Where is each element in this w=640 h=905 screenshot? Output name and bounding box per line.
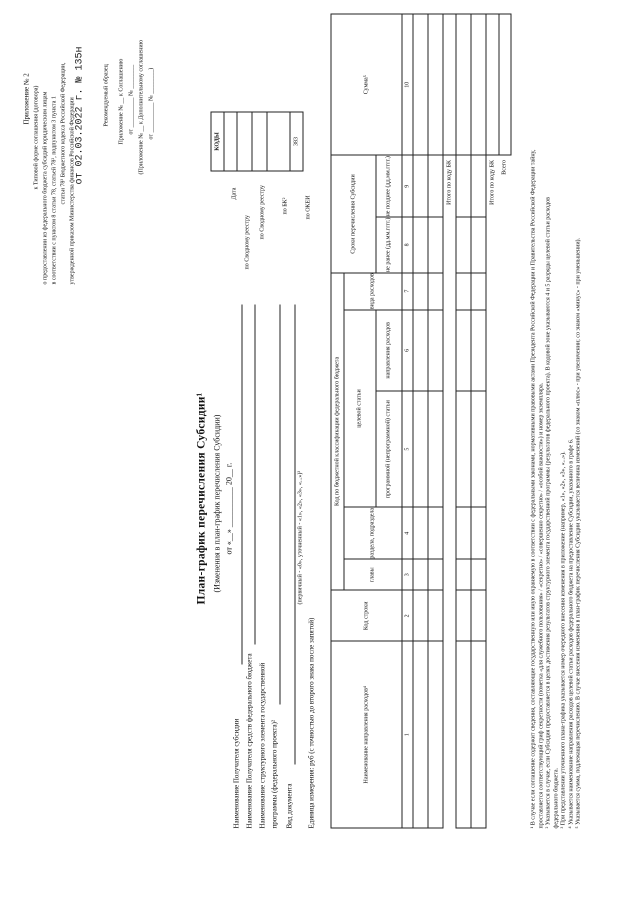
table-row-cell <box>471 310 486 391</box>
table-row-cell <box>428 217 443 273</box>
codes-header: КОДЫ <box>211 112 224 171</box>
table-row-cell <box>456 217 471 273</box>
col-direction-name: Наименование направления расходов⁴ <box>331 641 402 828</box>
col-razdel: раздела, подраздела <box>344 507 402 559</box>
field-structural-element: Наименование структурного элемента государственной <box>258 662 267 829</box>
field-budget-recipient: Наименование Получателя средств федерального бюджета <box>245 653 254 829</box>
annex-to-agreement: Приложение № __ к Соглашению <box>118 58 125 145</box>
table-row-cell <box>456 641 471 828</box>
table-row-cell <box>428 559 443 590</box>
table-row-cell <box>471 641 486 828</box>
table-row-cell <box>413 391 428 507</box>
code-cell-bk <box>267 112 290 171</box>
colnum-6: 6 <box>402 310 413 391</box>
col-glava: главы <box>344 559 402 590</box>
colnum-10: 10 <box>402 14 413 156</box>
schedule-table <box>331 14 512 829</box>
colnum-5: 5 <box>402 391 413 507</box>
doc-type-hint: (первичный - «0», уточненный - «1», «2», «3», «...»)³ <box>297 470 304 605</box>
grand-total-label: Всего <box>499 156 511 829</box>
code-cell-okei: 383 <box>290 112 303 171</box>
table-row-cell <box>428 641 443 828</box>
grand-total-value <box>499 14 511 156</box>
footnote-2: ² Указывается в случае, если Субсидия предоставляется в целях достижения результатов структурного элемента государственной программы (результатов федерального проекта). В кодовой зоне указываются 4 и 5 разряды целевой статьи расходов <box>545 197 552 829</box>
table-row-cell <box>456 391 471 507</box>
table-row <box>413 14 428 828</box>
total-kbk-label-2: Итого по коду БК <box>486 156 499 829</box>
table-row-cell <box>413 273 428 310</box>
col-target: целевой статьи <box>344 310 376 508</box>
table-row-cell <box>428 391 443 507</box>
colnum-9: 9 <box>402 156 413 218</box>
table-row-cell <box>428 310 443 391</box>
handwritten-date-stamp: от 02.03.2022 г. № 135н <box>74 46 86 185</box>
footnote-2-cont: федерального бюджета. <box>553 767 559 829</box>
table-row <box>471 14 486 828</box>
col-program: программной (непрограммной) статьи <box>376 391 402 507</box>
table-row-cell <box>471 156 486 218</box>
table-row-cell <box>456 590 471 641</box>
annex-date-number: от __________ № ________ <box>128 64 135 135</box>
field-doc-type: Вид документа <box>285 783 294 829</box>
col-line-code: Код строки <box>331 590 402 641</box>
total-kbk-row <box>443 14 456 828</box>
table-row-cell <box>471 14 486 156</box>
table-row-cell <box>471 273 486 310</box>
colnum-8: 8 <box>402 217 413 273</box>
table-row-cell <box>413 217 428 273</box>
table-row-cell <box>456 273 471 310</box>
total-kbk-value <box>443 14 456 156</box>
table-row-cell <box>471 391 486 507</box>
table-row-cell <box>413 14 428 156</box>
code-cell-registry-1 <box>237 112 252 171</box>
table-row-cell <box>413 590 428 641</box>
table-row-cell <box>471 590 486 641</box>
table-row-cell <box>413 559 428 590</box>
table-row <box>456 14 471 828</box>
header-line-4: статьи 78³ Бюджетного кодекса Российской Федерации, <box>60 62 67 205</box>
field-recipient: Наименование Получателя субсидии <box>232 718 241 829</box>
field-program: программы (федерального проекта)² <box>270 719 279 829</box>
field-recipient-line <box>242 305 243 665</box>
rotated-document-page <box>1 0 640 905</box>
table-row-cell <box>456 14 471 156</box>
code-label-okei: по ОКЕИ <box>305 195 312 220</box>
table-row-cell <box>428 507 443 559</box>
code-label-date: Дата <box>231 187 238 200</box>
colnum-4: 4 <box>402 507 413 559</box>
header-line-5: утвержденной приказом Министерства финансов Российской Федерации <box>69 97 76 285</box>
col-kbk: Код по бюджетной классификации федерального бюджета <box>331 273 344 591</box>
code-cell-registry-2 <box>252 112 267 171</box>
page-subtitle: (Изменения в план-график перечисления Субсидии) <box>212 414 222 593</box>
footnote-5: ⁵ Указывается сумма, подлежащая перечислению. В случае внесения изменения в план-график перечисления Субсидии указывается величина изменений (со знаком «плюс» - при увеличении; со знаком «минус» - при уменьшении). <box>575 237 582 829</box>
page-title: План-график перечисления Субсидии¹ <box>195 392 208 605</box>
colnum-7: 7 <box>402 273 413 310</box>
colnum-2: 2 <box>402 590 413 641</box>
field-program-line <box>280 305 281 705</box>
total-kbk-label: Итого по коду БК <box>443 156 456 829</box>
grand-total-row <box>499 14 511 828</box>
table-row-cell <box>428 273 443 310</box>
table-row-cell <box>456 507 471 559</box>
footnotes <box>531 14 584 829</box>
col-not-earlier: не ранее (дд.мм.гггг.) <box>376 217 402 273</box>
col-transfer-dates: Сроки перечисления Субсидии <box>331 156 376 273</box>
title-date: от «__» __________ 20__ г. <box>224 462 234 555</box>
table-row-cell <box>428 156 443 218</box>
table-row-cell <box>428 590 443 641</box>
field-budget-recipient-line <box>255 305 256 645</box>
table-row-cell <box>471 217 486 273</box>
colnum-1: 1 <box>402 641 413 828</box>
footnote-1: ¹ В случае если соглашение содержит сведения, составляющие государственную или иную охраняемую в соответствии с федеральными законами, нормативными правовыми актами Президента Российской Федерации и Правительства Российской Федерации тайну, <box>530 149 537 829</box>
table-row-cell <box>471 559 486 590</box>
col-not-later: не позднее (дд.мм.гггг.) <box>376 156 402 218</box>
units-label: Единица измерения: руб (с точностью до второго знака после запятой) <box>307 617 316 829</box>
table-row <box>428 14 443 828</box>
code-cell-date <box>224 112 237 171</box>
footnote-4: ⁴ Указывается наименование направления расходов целевой статьи расходов федерального бюджета на предоставление Субсидии, указанного в графе 6. <box>568 438 574 829</box>
table-row-cell <box>413 507 428 559</box>
table-row-cell <box>471 507 486 559</box>
table-row-cell <box>413 641 428 828</box>
table-row-cell <box>456 156 471 218</box>
header-line-2: о предоставлении из федерального бюджета субсидий юридическим лицам <box>42 91 49 285</box>
footnote-1-cont: проставляется соответствующий гриф секретности (пометка «для служебного пользования» / «секретно» / «совершенно секретно» / «особой важности») и номер экземпляра. <box>538 382 544 829</box>
codes-table <box>211 112 304 172</box>
recommended-sample: Рекомендуемый образец <box>103 64 110 127</box>
table-row-cell <box>428 14 443 156</box>
total-kbk-row-2 <box>486 14 499 828</box>
header-line-3: в соответствии с пунктом 8 статьи 78, статьей 78², подпунктом 3 пункта 1 <box>51 96 58 285</box>
column-numbers-row <box>402 14 413 828</box>
footnote-3: ³ При представлении уточненного плана-графика указывается номер очередного внесения изменения в приложение (например, «1», «2», «3», «...»). <box>560 451 567 829</box>
table-row-cell <box>413 156 428 218</box>
appendix-number: Приложение № 2 <box>22 73 31 125</box>
col-sum: Сумма⁵ <box>331 14 402 156</box>
annex-additional-date: от __________ № ________) <box>148 67 155 140</box>
annex-additional: (Приложение № __ к Дополнительному соглашению <box>138 39 145 175</box>
colnum-3: 3 <box>402 559 413 590</box>
code-label-registry-2: по Сводному реестру <box>259 184 266 240</box>
col-vid: вида расходов <box>344 273 402 310</box>
table-row-cell <box>456 559 471 590</box>
code-label-bk: по БК² <box>282 197 289 215</box>
table-row-cell <box>456 310 471 391</box>
table-row-cell <box>413 310 428 391</box>
col-direction: направления расходов <box>376 310 402 391</box>
code-label-registry-1: по Сводному реестру <box>244 214 251 270</box>
total-kbk-value-2 <box>486 14 499 156</box>
header-line-1: к Типовой форме соглашения (договора) <box>33 85 40 190</box>
field-doc-type-line <box>295 305 296 765</box>
